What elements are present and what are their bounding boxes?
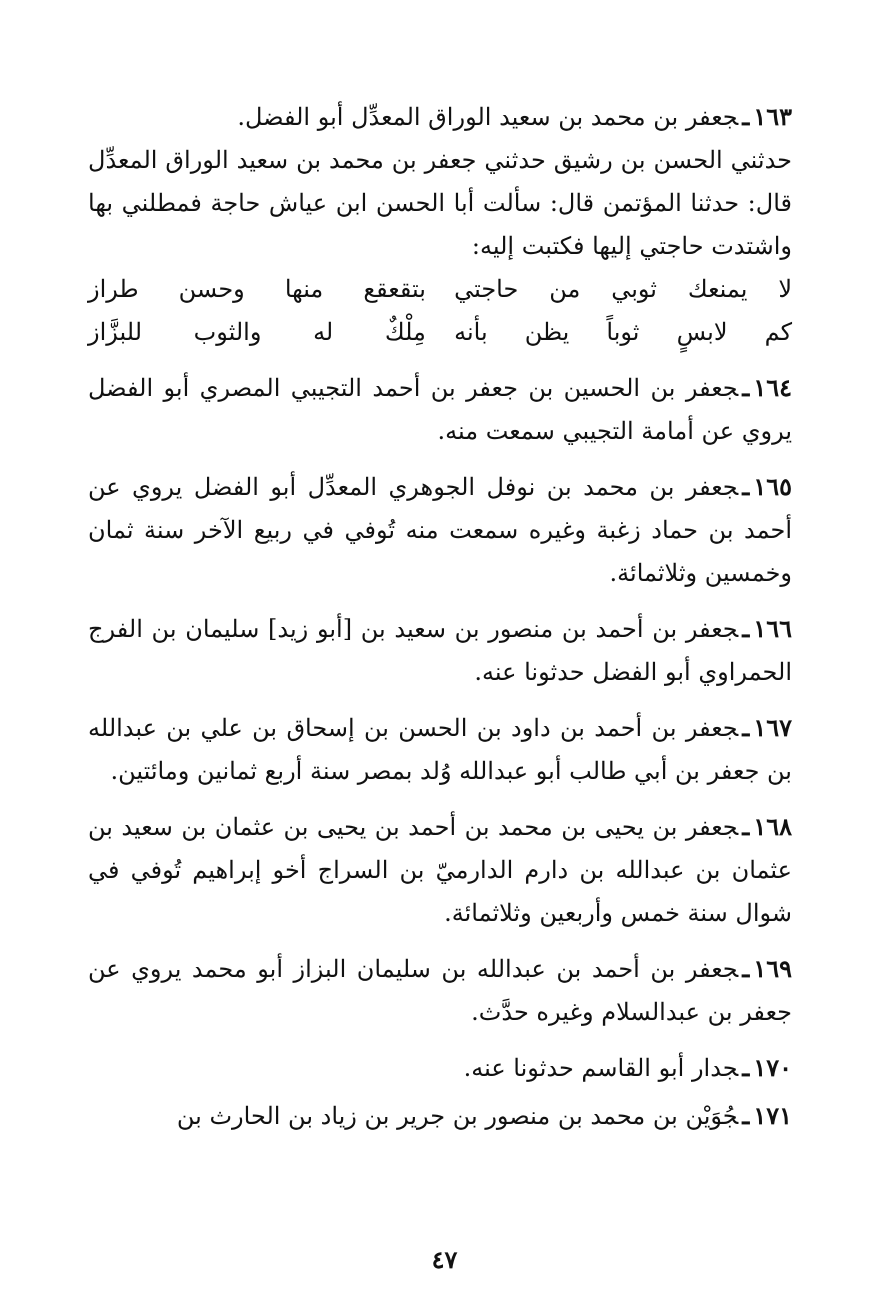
entry-text bbox=[88, 607, 792, 694]
entry-165 bbox=[88, 465, 792, 595]
entry-dash: ـ bbox=[742, 102, 750, 131]
entry-body: جعفر بن أحمد بن منصور بن سعيد بن [أبو زيد] سليمان بن الفرج الحمراوي أبو الفضل حدثونا عنه. bbox=[88, 615, 792, 686]
entry-text bbox=[88, 947, 792, 1034]
page-body bbox=[88, 95, 792, 1150]
entry-body: جُوَيْن بن محمد بن منصور بن جرير بن زياد بن الحارث بن bbox=[176, 1102, 739, 1130]
entry-dash: ـ bbox=[742, 713, 750, 742]
entry-number: ١٦٩ bbox=[753, 954, 792, 983]
entry-number: ١٦٧ bbox=[753, 713, 792, 742]
entry-body: جعفر بن أحمد بن عبدالله بن سليمان البزاز أبو محمد يروي عن جعفر بن عبدالسلام وغيره حدَّث. bbox=[88, 955, 792, 1026]
poem-hemistich: مِلْكٌ له والثوب للبزَّاز bbox=[88, 318, 426, 346]
entry-170 bbox=[88, 1046, 792, 1090]
entry-body: جدار أبو القاسم حدثونا عنه. bbox=[463, 1054, 739, 1082]
entry-number: ١٦٤ bbox=[753, 373, 792, 402]
entry-text bbox=[88, 95, 792, 139]
entry-dash: ـ bbox=[742, 1101, 750, 1130]
entry-body: جعفر بن الحسين بن جعفر بن أحمد التجيبي المصري أبو الفضل يروي عن أمامة التجيبي سمعت منه. bbox=[88, 374, 792, 445]
entry-dash: ـ bbox=[742, 472, 750, 501]
poem bbox=[88, 268, 792, 354]
poem-hemistich: كم لابسٍ ثوباً يظن بأنه bbox=[454, 318, 792, 346]
entry-text bbox=[88, 1046, 792, 1090]
entry-text bbox=[88, 1094, 792, 1138]
entry-169 bbox=[88, 947, 792, 1034]
entry-number: ١٧١ bbox=[753, 1101, 792, 1130]
page-number: ٤٧ bbox=[431, 1245, 458, 1274]
entry-164 bbox=[88, 366, 792, 453]
poem-verse bbox=[88, 311, 792, 354]
entry-number: ١٦٥ bbox=[753, 472, 792, 501]
entry-number: ١٦٣ bbox=[753, 102, 792, 131]
entry-number: ١٦٦ bbox=[753, 614, 792, 643]
entry-dash: ـ bbox=[742, 954, 750, 983]
entry-166 bbox=[88, 607, 792, 694]
entry-text bbox=[88, 805, 792, 935]
entry-168 bbox=[88, 805, 792, 935]
entry-text bbox=[88, 465, 792, 595]
entry-171 bbox=[88, 1094, 792, 1138]
entry-167 bbox=[88, 706, 792, 793]
entry-number: ١٧٠ bbox=[753, 1053, 792, 1082]
entry-dash: ـ bbox=[742, 373, 750, 402]
entry-text bbox=[88, 706, 792, 793]
poem-verse bbox=[88, 268, 792, 311]
entry-body: جعفر بن أحمد بن داود بن الحسن بن إسحاق بن علي بن عبدالله بن جعفر بن أبي طالب أبو عبدالله وُلد بمصر سنة أربع ثمانين ومائتين. bbox=[88, 714, 792, 785]
entry-text bbox=[88, 366, 792, 453]
entry-text: حدثني الحسن بن رشيق حدثني جعفر بن محمد بن سعيد الوراق المعدِّل قال: حدثنا المؤتمن قال: سألت أبا الحسن ابن عياش حاجة فمطلني بها واشتدت حاجتي إليها فكتبت إليه: bbox=[88, 146, 792, 260]
poem-hemistich: لا يمنعك ثوبي من حاجتي bbox=[454, 275, 792, 303]
entry-number: ١٦٨ bbox=[753, 812, 792, 841]
poem-hemistich: بتقعقع منها وحسن طراز bbox=[88, 275, 426, 303]
entry-body: جعفر بن يحيى بن محمد بن أحمد بن يحيى بن عثمان بن سعيد بن عثمان بن عبدالله بن دارم الدارميّ بن السراج أخو إبراهيم تُوفي في شوال سنة خمس وأربعين وثلاثمائة. bbox=[88, 813, 792, 927]
entry-dash: ـ bbox=[742, 812, 750, 841]
entry-163 bbox=[88, 95, 792, 354]
entry-dash: ـ bbox=[742, 1053, 750, 1082]
entry-dash: ـ bbox=[742, 614, 750, 643]
entry-body: جعفر بن محمد بن نوفل الجوهري المعدِّل أبو الفضل يروي عن أحمد بن حماد زغبة وغيره سمعت منه تُوفي في ربيع الآخر سنة ثمان وخمسين وثلاثمائة. bbox=[88, 473, 792, 587]
entry-heading: جعفر بن محمد بن سعيد الوراق المعدِّل أبو الفضل. bbox=[237, 103, 739, 131]
